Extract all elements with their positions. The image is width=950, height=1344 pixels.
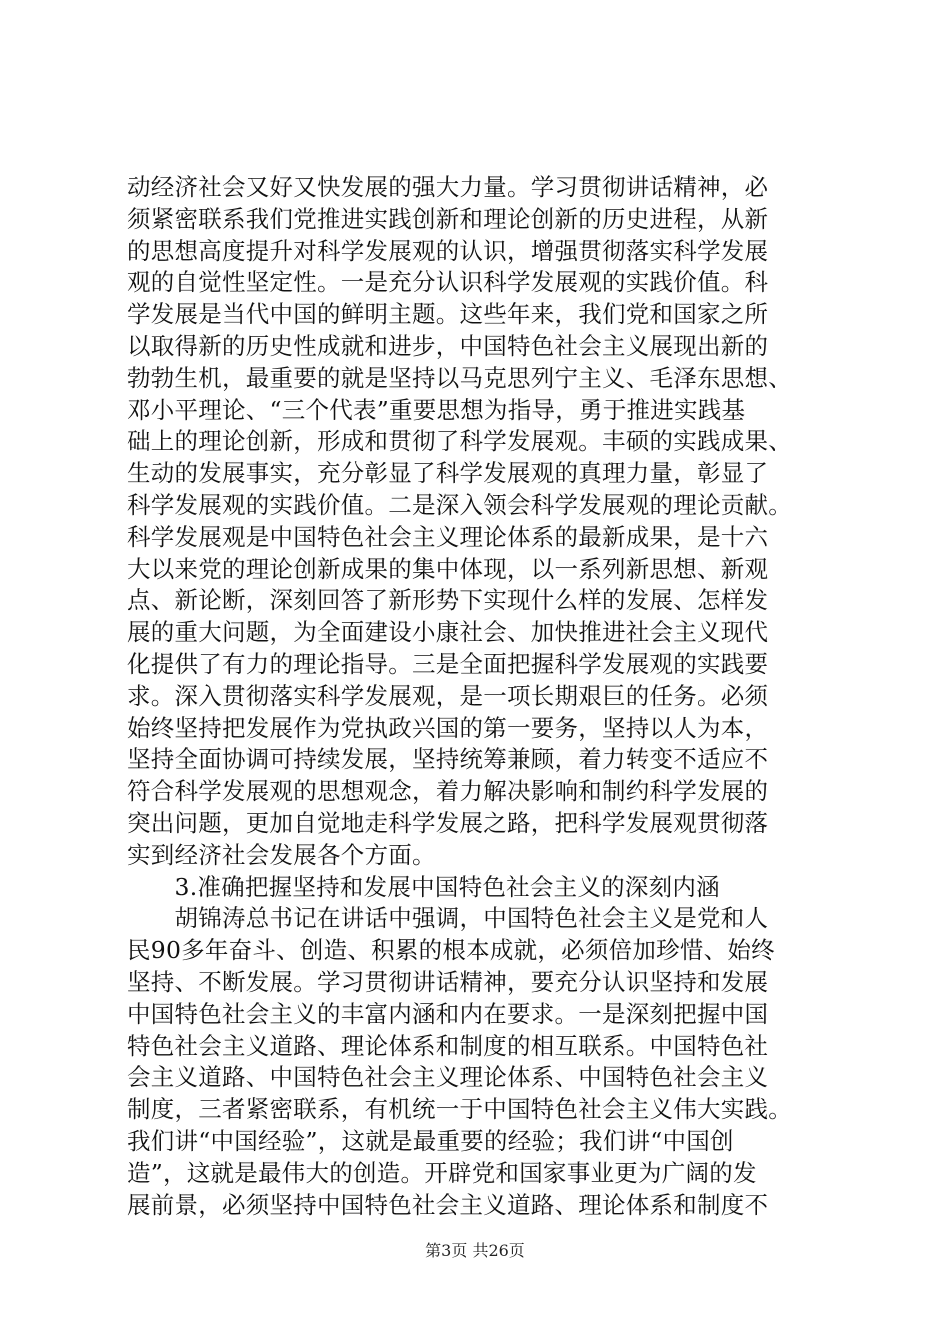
- text-line: 民90多年奋斗、创造、积累的根本成就，必须倍加珍惜、始终: [127, 936, 775, 965]
- text-line: 展的重大问题，为全面建设小康社会、加快推进社会主义现代: [127, 618, 769, 647]
- text-line: 3.准确把握坚持和发展中国特色社会主义的深刻内涵: [127, 872, 720, 901]
- text-line: 须紧密联系我们党推进实践创新和理论创新的历史进程，从新: [127, 204, 769, 233]
- page-footer: 第3页 共26页: [425, 1241, 525, 1260]
- text-line: 胡锦涛总书记在讲话中强调，中国特色社会主义是党和人: [127, 904, 769, 933]
- text-line: 实到经济社会发展各个方面。: [127, 840, 436, 869]
- text-line: 制度，三者紧密联系，有机统一于中国特色社会主义伟大实践。: [127, 1095, 792, 1124]
- text-line: 科学发展观的实践价值。二是深入领会科学发展观的理论贡献。: [127, 490, 792, 519]
- text-line: 中国特色社会主义的丰富内涵和内在要求。一是深刻把握中国: [127, 999, 769, 1028]
- text-line: 动经济社会又好又快发展的强大力量。学习贯彻讲话精神，必: [127, 173, 769, 201]
- text-line: 会主义道路、中国特色社会主义理论体系、中国特色社会主义: [127, 1063, 769, 1092]
- text-line: 展前景，必须坚持中国特色社会主义道路、理论体系和制度不: [127, 1190, 769, 1219]
- text-line: 勃勃生机，最重要的就是坚持以马克思列宁主义、毛泽东思想、: [127, 363, 792, 392]
- text-line: 符合科学发展观的思想观念，着力解决影响和制约科学发展的: [127, 777, 769, 806]
- text-line: 科学发展观是中国特色社会主义理论体系的最新成果，是十六: [127, 522, 769, 551]
- text-line: 础上的理论创新，形成和贯彻了科学发展观。丰硕的实践成果、: [127, 427, 792, 456]
- text-line: 邓小平理论、“三个代表”重要思想为指导，勇于推进实践基: [127, 395, 746, 424]
- text-line: 坚持、不断发展。学习贯彻讲话精神，要充分认识坚持和发展: [127, 967, 769, 996]
- text-line: 造”，这就是最伟大的创造。开辟党和国家事业更为广阔的发: [127, 1158, 757, 1187]
- text-line: 生动的发展事实，充分彰显了科学发展观的真理力量，彰显了: [127, 459, 769, 488]
- text-line: 特色社会主义道路、理论体系和制度的相互联系。中国特色社: [127, 1031, 769, 1060]
- text-line: 我们讲“中国经验”，这就是最重要的经验；我们讲“中国创: [127, 1126, 734, 1155]
- text-line: 坚持全面协调可持续发展，坚持统筹兼顾，着力转变不适应不: [127, 745, 769, 774]
- text-line: 大以来党的理论创新成果的集中体现，以一系列新思想、新观: [127, 554, 769, 583]
- body-text: [127, 172, 827, 1221]
- text-line: 突出问题，更加自觉地走科学发展之路，把科学发展观贯彻落: [127, 808, 769, 837]
- text-line: 求。深入贯彻落实科学发展观，是一项长期艰巨的任务。必须: [127, 681, 769, 710]
- text-line: 以取得新的历史性成就和进步，中国特色社会主义展现出新的: [127, 331, 769, 360]
- text-line: 化提供了有力的理论指导。三是全面把握科学发展观的实践要: [127, 649, 769, 678]
- text-line: 的思想高度提升对科学发展观的认识，增强贯彻落实科学发展: [127, 236, 769, 265]
- text-line: 学发展是当代中国的鲜明主题。这些年来，我们党和国家之所: [127, 300, 769, 329]
- text-line: 观的自觉性坚定性。一是充分认识科学发展观的实践价值。科: [127, 268, 769, 297]
- text-line: 点、新论断，深刻回答了新形势下实现什么样的发展、怎样发: [127, 586, 769, 615]
- text-line: 始终坚持把发展作为党执政兴国的第一要务，坚持以人为本，: [127, 713, 769, 742]
